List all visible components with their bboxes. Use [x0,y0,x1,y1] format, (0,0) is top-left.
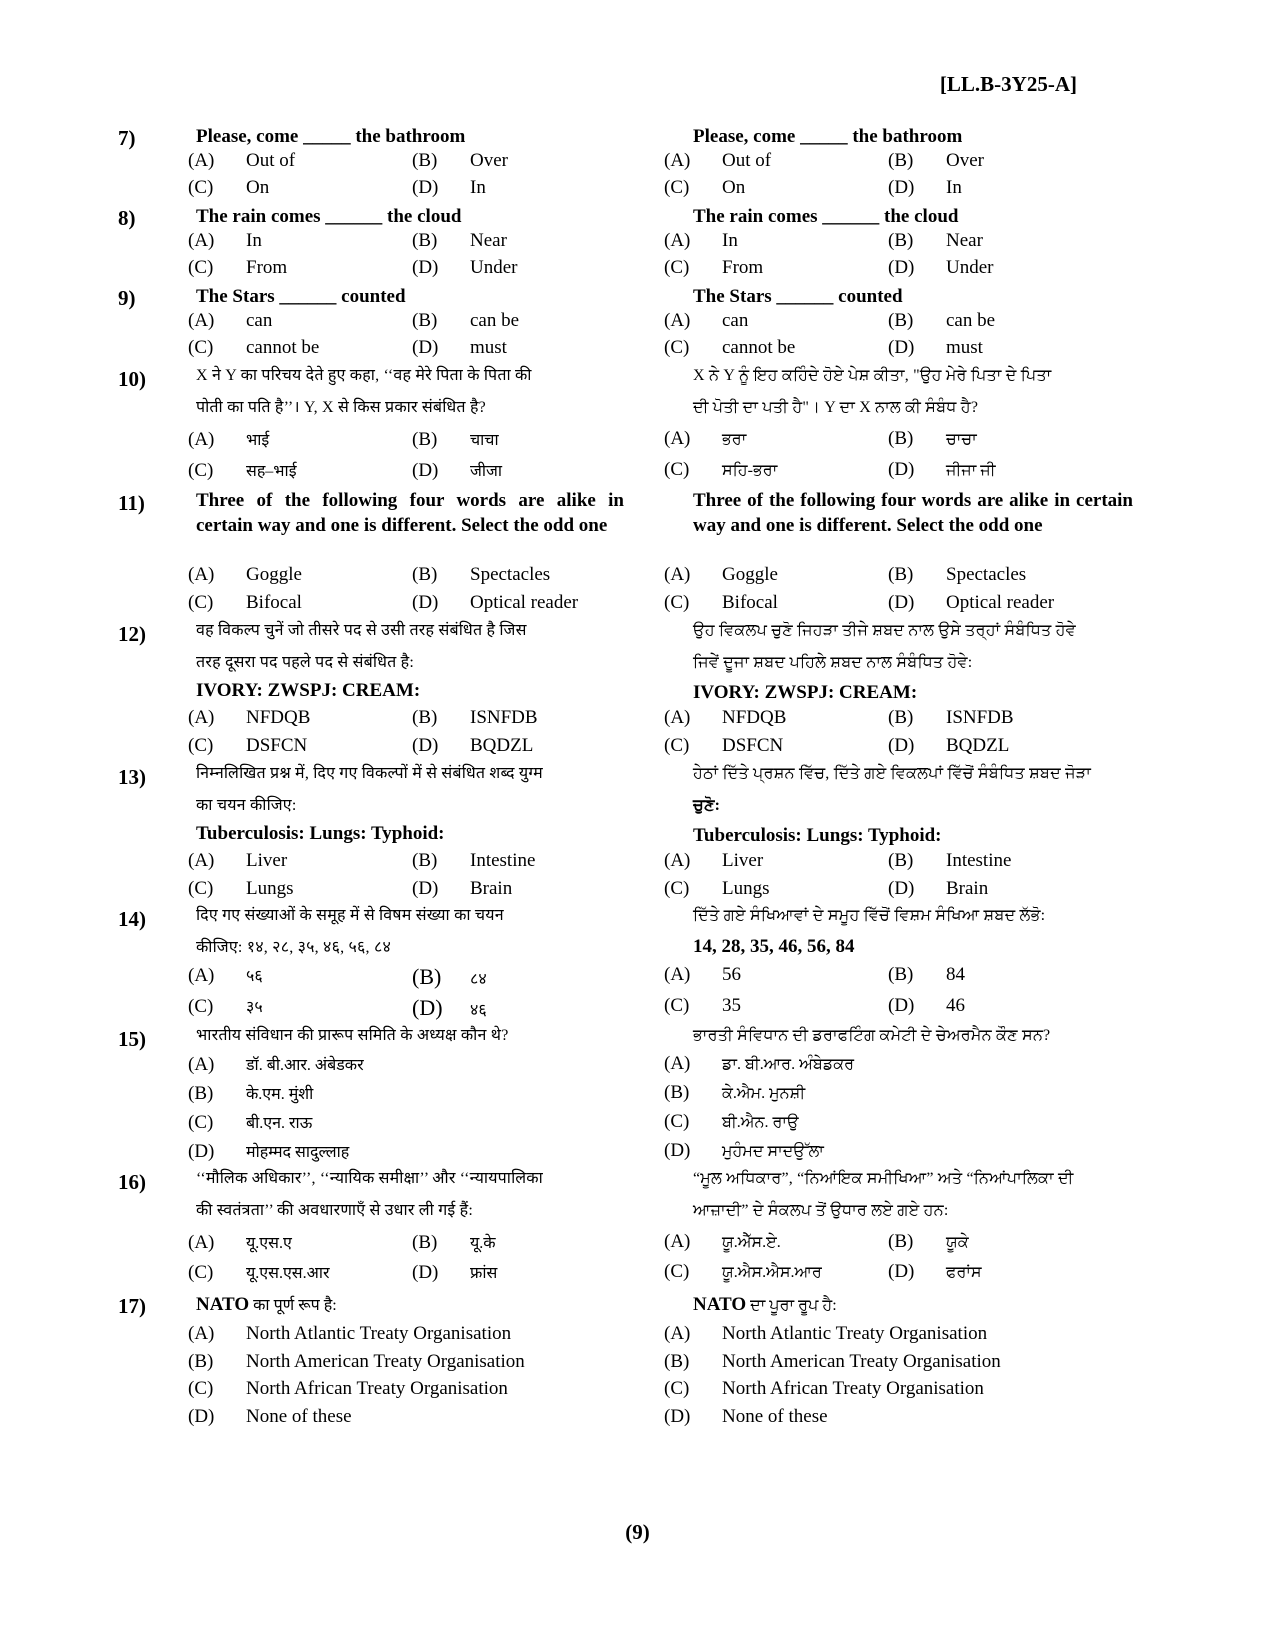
question-stem: The Stars ______ counted [196,286,406,307]
option-d: (D) मोहम्मद सादुल्लाह [188,1141,350,1162]
question-sub-text: Tuberculosis: Lungs: Typhoid: [196,823,445,844]
option-c: (C) DSFCN [664,735,784,756]
option-c: (C) On [664,177,746,198]
option-a: (A) can [664,310,749,331]
option-d: (D) ਮੁਹੰਮਦ ਸਾਦਉੱਲਾ [664,1140,824,1161]
option-d: (D) In [412,177,486,198]
option-c: (C) cannot be [188,337,320,358]
question-stem-line-2: पोती का पति है’’। Y, X से किस प्रकार संबंधित है? [196,399,486,416]
question-stem: ਭਾਰਤੀ ਸੰਵਿਧਾਨ ਦੀ ਡਰਾਫਟਿੰਗ ਕਮੇਟੀ ਦੇ ਚੇਅਰਮੈਨ ਕੌਣ ਸਨ? [693,1027,1051,1044]
option-a: (A) Out of [188,150,296,171]
option-a: (A) ਡਾ. ਬੀ.ਆਰ. ਅੰਬੇਡਕਰ [664,1053,855,1074]
question-number: 10) [118,367,146,391]
option-b: (B) के.एम. मुंशी [188,1083,314,1104]
option-a: (A) ਭਰਾ [664,428,747,449]
option-a: (A) ਯੂ.ਐੱਸ.ਏ. [664,1231,781,1252]
option-a: (A) भाई [188,429,270,450]
question-stem-line-1: ‘‘मौलिक अधिकार’’, ‘‘न्यायिक समीक्षा’’ और ‘‘न्यायपालिका [196,1170,543,1187]
option-b: (B) ਚਾਚਾ [888,428,977,449]
option-c: (C) North African Treaty Organisation [188,1378,508,1399]
question-number: 12) [118,622,146,646]
question-stem: The rain comes ______ the cloud [196,206,462,227]
option-b: (B) Over [888,150,984,171]
question-stem: Please, come _____ the bathroom [693,126,963,147]
option-c: (C) यू.एस.एस.आर [188,1262,330,1283]
option-c: (C) Bifocal [188,592,302,613]
page-number: (9) [625,1520,650,1544]
question-stem-line-2: ਜਿਵੇਂ ਦੂਜਾ ਸ਼ਬਦ ਪਹਿਲੇ ਸ਼ਬਦ ਨਾਲ ਸੰਬੰਧਿਤ ਹੋਵੇ: [693,654,973,671]
option-a: (A) North Atlantic Treaty Organisation [664,1323,988,1344]
question-stem-line-2: की स्वतंत्रता’’ की अवधारणाएँ से उधार ली गई हैं: [196,1202,473,1219]
option-d: (D) Brain [412,878,513,899]
option-a: (A) NFDQB [664,707,787,728]
option-c: (C) ਯੂ.ਐਸ.ਐਸ.ਆਰ [664,1261,822,1282]
option-c: (C) North African Treaty Organisation [664,1378,984,1399]
option-d: (D) ४६ [412,995,487,1020]
option-d: (D) Optical reader [412,592,579,613]
option-d: (D) In [888,177,962,198]
option-b: (B) can be [412,310,520,331]
question-stem-line-2: ਆਜ਼ਾਦੀ” ਦੇ ਸੰਕਲਪ ਤੋਂ ਉਧਾਰ ਲਏ ਗਏ ਹਨ: [693,1202,949,1219]
question-stem-line-2: ਦੀ ਪੋਤੀ ਦਾ ਪਤੀ ਹੈ"। Y ਦਾ X ਨਾਲ ਕੀ ਸੰਬੰਧ ਹੈ? [693,399,979,416]
paper-code: [LL.B-3Y25-A] [939,72,1077,96]
option-d: (D) BQDZL [412,735,534,756]
option-c: (C) सह–भाई [188,460,297,481]
option-b: (B) यू.के [412,1232,496,1253]
option-a: (A) North Atlantic Treaty Organisation [188,1323,512,1344]
option-d: (D) Brain [888,878,989,899]
option-b: (B) Spectacles [412,564,551,585]
question-stem: Three of the following four words are alike in certain way and one is different. Select the odd one [693,490,1133,536]
question-stem-line-1: वह विकल्प चुनें जो तीसरे पद से उसी तरह संबंधित है जिस [196,622,527,639]
question-stem-line-1: ਦਿੱਤੇ ਗਏ ਸੰਖਿਆਵਾਂ ਦੇ ਸਮੂਹ ਵਿੱਚੋਂ ਵਿਸ਼ਮ ਸੰਖਿਆ ਸ਼ਬਦ ਲੱਭੋ: [693,907,1046,924]
question-stem: भारतीय संविधान की प्रारूप समिति के अध्यक्ष कौन थे? [196,1027,509,1044]
question-stem-line-1: दिए गए संख्याओं के समूह में से विषम संख्या का चयन [196,907,504,924]
option-a: (A) Liver [664,850,764,871]
option-b: (B) Over [412,150,508,171]
option-d: (D) BQDZL [888,735,1010,756]
question-number: 16) [118,1170,146,1194]
option-a: (A) Goggle [664,564,778,585]
question-sub-text: 14, 28, 35, 46, 56, 84 [693,936,855,957]
question-stem: NATO ਦਾ ਪੂਰਾ ਰੂਪ ਹੈ: [693,1294,837,1315]
question-stem-line-1: निम्नलिखित प्रश्न में, दिए गए विकल्पों में से संबंधित शब्द युग्म [196,765,543,782]
option-d: (D) Optical reader [888,592,1055,613]
option-a: (A) can [188,310,273,331]
option-c: (C) ३५ [188,996,263,1017]
option-c: (C) From [188,257,288,278]
option-c: (C) ਬੀ.ਐਨ. ਰਾਉ [664,1111,799,1132]
option-d: (D) ਜੀਜਾ ਜੀ [888,459,996,480]
option-a: (A) In [664,230,738,251]
option-a: (A) ५६ [188,965,263,986]
question-stem: The rain comes ______ the cloud [693,206,959,227]
option-a: (A) 56 [664,964,741,985]
question-stem-line-2: कीजिए: १४, २८, ३५, ४६, ५६, ८४ [196,939,391,956]
option-c: (C) बी.एन. राऊ [188,1112,313,1133]
option-c: (C) Lungs [664,878,770,899]
option-d: (D) must [888,337,983,358]
option-c: (C) DSFCN [188,735,308,756]
option-d: (D) जीजा [412,460,503,481]
option-c: (C) Lungs [188,878,294,899]
question-sub-text: Tuberculosis: Lungs: Typhoid: [693,825,942,846]
option-c: (C) From [664,257,764,278]
option-b: (B) Near [888,230,983,251]
option-d: (D) must [412,337,507,358]
option-a: (A) Out of [664,150,772,171]
option-b: (B) Intestine [888,850,1012,871]
option-a: (A) In [188,230,262,251]
option-b: (B) ISNFDB [888,707,1014,728]
question-number: 13) [118,765,146,789]
option-c: (C) cannot be [664,337,796,358]
option-c: (C) On [188,177,270,198]
question-stem-line-2: का चयन कीजिए: [196,797,297,814]
option-b: (B) ISNFDB [412,707,538,728]
option-a: (A) NFDQB [188,707,311,728]
option-b: (B) चाचा [412,429,499,450]
option-d: (D) ਫਰਾਂਸ [888,1261,982,1282]
question-number: 7) [118,126,136,150]
question-stem-line-1: ਹੇਠਾਂ ਦਿੱਤੇ ਪ੍ਰਸ਼ਨ ਵਿੱਚ, ਦਿੱਤੇ ਗਏ ਵਿਕਲਪਾਂ ਵਿੱਚੋਂ ਸੰਬੰਧਿਤ ਸ਼ਬਦ ਜੋੜਾ [693,765,1091,782]
question-number: 8) [118,206,136,230]
option-b: (B) North American Treaty Organisation [664,1351,1001,1372]
question-stem: NATO का पूर्ण रूप है: [196,1294,337,1315]
question-stem-line-2: ਚੁਣੋ: [693,797,721,814]
question-number: 17) [118,1294,146,1318]
option-b: (B) ਯੂਕੇ [888,1231,969,1252]
option-d: (D) 46 [888,995,965,1016]
option-b: (B) Near [412,230,507,251]
question-sub-text: IVORY: ZWSPJ: CREAM: [693,682,918,703]
option-d: (D) None of these [664,1406,828,1427]
question-stem-line-1: ਉਹ ਵਿਕਲਪ ਚੁਣੋ ਜਿਹੜਾ ਤੀਜੇ ਸ਼ਬਦ ਨਾਲ ਉਸੇ ਤਰ੍ਹਾਂ ਸੰਬੰਧਿਤ ਹੋਵੇ [693,622,1076,639]
question-stem-line-1: X ਨੇ Y ਨੂੰ ਇਹ ਕਹਿੰਦੇ ਹੋਏ ਪੇਸ਼ ਕੀਤਾ, "ਉਹ ਮੇਰੇ ਪਿਤਾ ਦੇ ਪਿਤਾ [693,367,1052,384]
option-d: (D) फ्रांस [412,1262,498,1283]
option-a: (A) डॉ. बी.आर. अंबेडकर [188,1054,364,1075]
question-number: 15) [118,1027,146,1051]
option-c: (C) Bifocal [664,592,778,613]
option-c: (C) 35 [664,995,741,1016]
option-d: (D) None of these [188,1406,352,1427]
option-b: (B) ਕੇ.ਐਮ. ਮੁਨਸ਼ੀ [664,1082,806,1103]
question-number: 9) [118,286,136,310]
question-number: 11) [118,491,145,515]
option-a: (A) Goggle [188,564,302,585]
option-b: (B) ८४ [412,964,487,989]
question-stem-line-1: “ਮੂਲ ਅਧਿਕਾਰ”, “ਨਿਆਂਇਕ ਸਮੀਖਿਆ” ਅਤੇ “ਨਿਆਂਪਾਲਿਕਾ ਦੀ [693,1170,1074,1187]
question-stem: Three of the following four words are alike in certain way and one is different. Select the odd one [196,490,624,536]
option-b: (B) 84 [888,964,965,985]
option-a: (A) Liver [188,850,288,871]
option-a: (A) यू.एस.ए [188,1232,292,1253]
option-b: (B) Intestine [412,850,536,871]
option-b: (B) Spectacles [888,564,1027,585]
question-stem-line-1: X ने Y का परिचय देते हुए कहा, ‘‘वह मेरे पिता के पिता की [196,367,532,384]
option-c: (C) ਸਹਿ-ਭਰਾ [664,459,778,480]
question-sub-text: IVORY: ZWSPJ: CREAM: [196,680,421,701]
question-number: 14) [118,907,146,931]
option-b: (B) North American Treaty Organisation [188,1351,525,1372]
question-stem: Please, come _____ the bathroom [196,126,466,147]
option-d: (D) Under [412,257,518,278]
question-stem: The Stars ______ counted [693,286,903,307]
option-b: (B) can be [888,310,996,331]
question-stem-line-2: तरह दूसरा पद पहले पद से संबंधित है: [196,654,414,671]
option-d: (D) Under [888,257,994,278]
